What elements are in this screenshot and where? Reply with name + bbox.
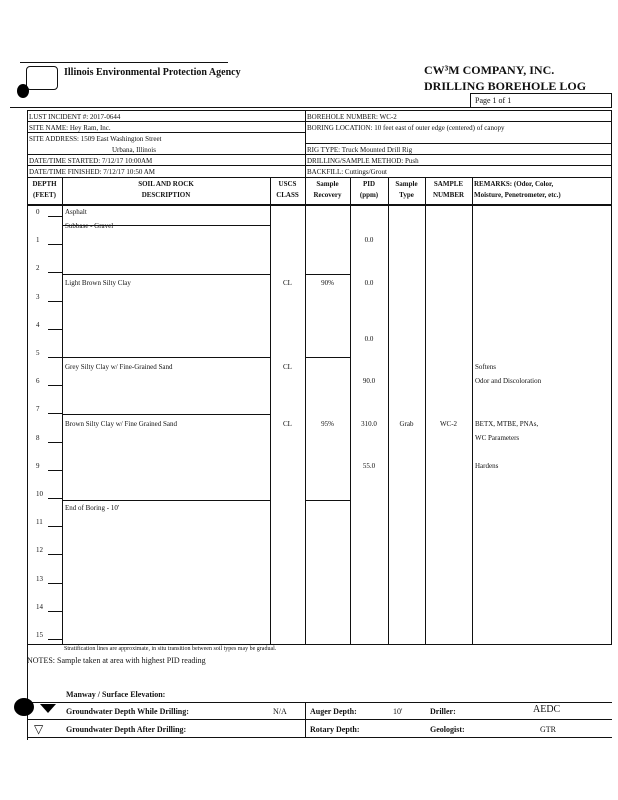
depth-label: 15 [36,631,43,639]
col-number-header: SAMPLE [433,180,464,188]
col-type-header-sub: Type [399,191,414,199]
col-type-header: Sample [395,180,418,188]
col-depth-header-sub: (FEET) [33,191,56,199]
soil-layer-description: Subbase - Gravel [65,222,114,231]
backfill: BACKFILL: Cuttings/Grout [307,168,387,176]
col-recovery-header-sub: Recovery [313,191,342,199]
ink-blot-icon [14,698,34,716]
pid-reading: 0.0 [364,334,374,343]
rotary-depth-label: Rotary Depth: [310,725,360,734]
depth-label: 1 [36,236,40,245]
site-address: SITE ADDRESS: 1509 East Washington Street [29,135,162,143]
drilling-method: DRILLING/SAMPLE METHOD: Push [307,157,419,165]
depth-label: 14 [36,602,43,611]
soil-layer-description: Asphalt [65,208,87,216]
sample-recovery: 95% [321,419,334,428]
auger-depth-value: 10' [393,707,403,716]
driller-label: Driller: [430,707,456,716]
ink-blot-icon [17,84,29,98]
uscs-class: CL [283,363,292,372]
remark: Odor and Discoloration [475,377,542,386]
depth-label: 10 [36,490,43,498]
depth-label: 11 [36,518,43,527]
open-water-level-icon: ▽ [34,722,44,736]
col-recovery-header: Sample [316,180,339,188]
pid-reading: 0.0 [364,278,374,287]
company-name: CW³M COMPANY, INC. [424,63,555,77]
gw-while-value: N/A [273,707,287,716]
col-pid-header: PID [362,180,376,188]
depth-label: 12 [36,546,43,555]
depth-label: 0 [36,208,40,216]
gw-after-label: Groundwater Depth After Drilling: [66,725,187,734]
depth-label: 2 [36,264,40,273]
geologist-value: GTR [540,725,556,734]
stratification-note: Stratification lines are approximate, in situ transition between soil types may be gradual. [64,646,277,652]
sample-type: Grab [399,419,414,428]
geologist-label: Geologist: [430,725,465,734]
depth-label: 3 [36,292,40,301]
pid-reading: 0.0 [364,236,374,245]
depth-label: 7 [36,405,40,414]
uscs-class: CL [283,419,292,428]
date-started: DATE/TIME STARTED: 7/12/17 10:00AM [29,157,153,165]
gw-while-label: Groundwater Depth While Drilling: [66,707,189,716]
remark: WC Parameters [475,433,520,442]
sample-number: WC-2 [439,419,458,428]
pid-reading: 90.0 [362,377,376,386]
manway-elevation: Manway / Surface Elevation: [66,690,166,699]
col-uscs-header: USCS [278,180,297,188]
depth-label: 6 [36,377,40,386]
rig-type: RIG TYPE: Truck Mounted Drill Rig [307,146,413,154]
site-name: SITE NAME: Hey Ram, Inc. [29,124,111,132]
col-remarks-header: REMARKS: (Odor, Color, [474,180,554,188]
soil-layer-description: Grey Silty Clay w/ Fine-Grained Sand [65,363,173,372]
col-number-header-sub: NUMBER [432,191,465,199]
notes: NOTES: Sample taken at area with highest PID reading [27,656,206,665]
remark: Softens [475,363,496,372]
depth-label: 8 [36,433,40,442]
depth-label: 9 [36,461,40,470]
iepa-logo [26,66,58,90]
remark: Hardens [475,461,499,470]
lust-incident: LUST INCIDENT #: 2017-0644 [29,113,121,121]
pid-reading: 310.0 [361,419,377,428]
sample-recovery: 90% [321,278,334,287]
col-desc-header: SOIL AND ROCK [138,180,194,188]
col-remarks-header-sub: Moisture, Penetrometer, etc.) [474,191,561,199]
boring-location: BORING LOCATION: 10 feet east of outer edge (centered) of canopy [307,124,505,132]
soil-layer-description: Brown Silty Clay w/ Fine Grained Sand [65,419,177,428]
remark: BETX, MTBE, PNAs, [475,419,539,428]
page-number: Page 1 of 1 [475,96,512,105]
log-title: DRILLING BOREHOLE LOG [424,79,587,93]
soil-layer-description: Light Brown Silty Clay [65,278,131,287]
depth-label: 4 [36,320,40,329]
filled-water-level-icon [40,704,56,713]
agency-name: Illinois Environmental Protection Agency [64,67,241,78]
col-uscs-header-sub: CLASS [276,191,299,199]
soil-layer-description: End of Boring - 10' [65,504,120,513]
auger-depth-label: Auger Depth: [310,707,357,716]
borehole-number: BOREHOLE NUMBER: WC-2 [307,113,397,121]
driller-value: AEDC [533,704,561,715]
col-depth-header: DEPTH [32,180,57,188]
depth-label: 5 [36,349,40,357]
col-desc-header-sub: DESCRIPTION [141,191,191,199]
date-finished: DATE/TIME FINISHED: 7/12/17 10:50 AM [29,168,155,176]
depth-label: 13 [36,574,43,583]
site-city: Urbana, Illinois [112,146,156,154]
pid-reading: 55.0 [362,461,376,470]
col-pid-header-sub: (ppm) [359,191,379,199]
uscs-class: CL [283,278,292,287]
